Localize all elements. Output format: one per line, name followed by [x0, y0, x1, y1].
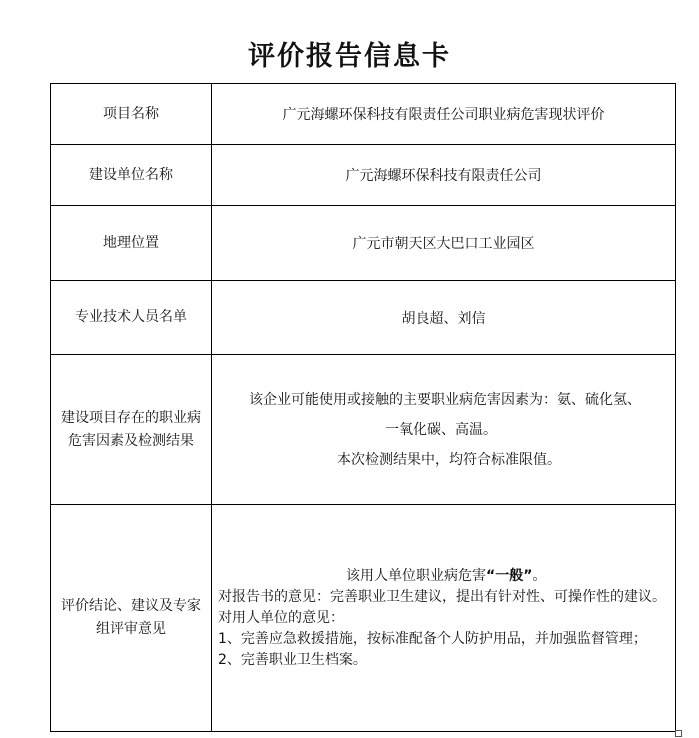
opinion-item-2: 2、完善职业卫生档案。	[218, 651, 367, 668]
staff-label: 专业技术人员名单	[51, 281, 212, 355]
hazards-value	[212, 355, 676, 505]
hazards-label: 建设项目存在的职业病危害因素及检测结果	[51, 355, 212, 505]
staff-value: 胡良超、刘信	[212, 281, 676, 355]
conclusion-prefix: 该用人单位职业病危害	[346, 567, 486, 584]
opinion-item-1: 1、完善应急救援措施，按标准配备个人防护用品，并加强监督管理；	[218, 630, 647, 647]
hazards-line2: 一氧化碳、高温。	[385, 421, 497, 438]
unit-name-label: 建设单位名称	[51, 145, 212, 206]
info-card-table	[50, 83, 676, 732]
table-row	[51, 281, 676, 355]
conclusion-label: 评价结论、建议及专家组评审意见	[51, 505, 212, 732]
table-row	[51, 355, 676, 505]
conclusion-emphasis: “一般”	[486, 567, 533, 584]
table-row	[51, 145, 676, 206]
conclusion-value	[212, 505, 676, 732]
employer-opinion-heading: 对用人单位的意见：	[218, 609, 344, 626]
table-row	[51, 206, 676, 281]
location-value: 广元市朝天区大巴口工业园区	[212, 206, 676, 281]
report-opinion: 对报告书的意见：完善职业卫生建议，提出有针对性、可操作性的建议。	[218, 588, 666, 605]
document-title: 评价报告信息卡	[248, 41, 451, 72]
hazards-line3: 本次检测结果中，均符合标准限值。	[337, 451, 561, 468]
unit-name-value: 广元海螺环保科技有限责任公司	[212, 145, 676, 206]
hazards-line1: 该企业可能使用或接触的主要职业病危害因素为：氨、硫化氢、	[249, 391, 641, 408]
project-name-value: 广元海螺环保科技有限责任公司职业病危害现状评价	[212, 84, 676, 145]
table-row	[51, 505, 676, 732]
corner-marker-icon	[675, 730, 682, 737]
conclusion-line1	[218, 566, 669, 587]
conclusion-suffix: 。	[532, 567, 547, 584]
location-label: 地理位置	[51, 206, 212, 281]
project-name-label: 项目名称	[51, 84, 212, 145]
table-row	[51, 84, 676, 145]
